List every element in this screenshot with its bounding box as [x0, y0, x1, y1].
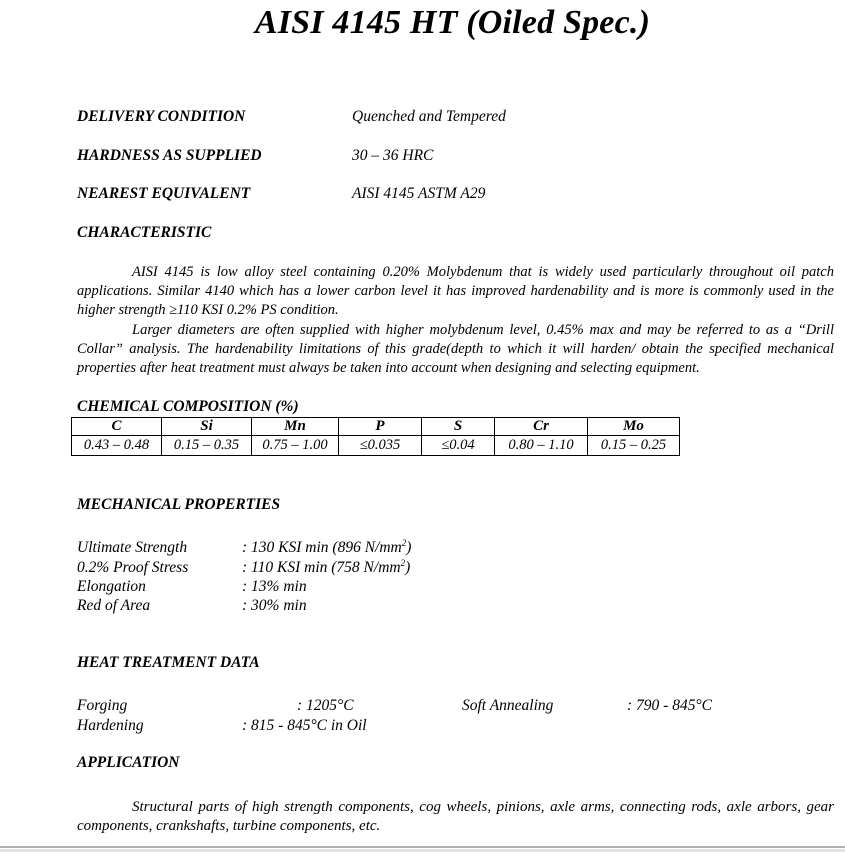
hardness-value: 30 – 36 HRC — [352, 147, 434, 164]
heat-treatment-heading: HEAT TREATMENT DATA — [77, 654, 260, 671]
nearest-equivalent-label: NEAREST EQUIVALENT — [77, 185, 251, 202]
value-si: 0.15 – 0.35 — [162, 436, 252, 456]
delivery-condition-value: Quenched and Tempered — [352, 108, 506, 125]
value-p: ≤0.035 — [339, 436, 422, 456]
ultimate-strength-label: Ultimate Strength — [77, 539, 188, 556]
hardening-label: Hardening — [77, 717, 144, 734]
hardening-value: : 815 - 845°C in Oil — [242, 717, 367, 734]
value-mo: 0.15 – 0.25 — [588, 436, 680, 456]
elongation-label: Elongation — [77, 578, 146, 595]
page-bottom-border — [0, 846, 845, 848]
characteristic-heading: CHARACTERISTIC — [77, 224, 212, 241]
value-cr: 0.80 – 1.10 — [495, 436, 588, 456]
characteristic-paragraph-1: AISI 4145 is low alloy steel containing 0.20% Molybdenum that is widely used particularly throughout oil patch applications. Similar 4140 which has a lower carbon level it has improved hardenability and is more is commonly used in the higher strength ≥110 KSI 0.2% PS condition. — [77, 264, 834, 319]
nearest-equivalent-value: AISI 4145 ASTM A29 — [352, 185, 486, 202]
characteristic-paragraph-2: Larger diameters are often supplied with higher molybdenum level, 0.45% max and may be referred to as a “Drill Collar” analysis. The hardenability limitations of this grade(depth to which it will harden/ obtain the specified mechanical properties after heat treatment must always be taken into account when designing and selecting equipment. — [77, 322, 834, 377]
element-c: C — [72, 418, 162, 436]
elongation-value: : 13% min — [242, 578, 307, 595]
soft-annealing-label: Soft Annealing — [462, 697, 554, 714]
table-header-row — [72, 418, 680, 436]
element-s: S — [422, 418, 495, 436]
proof-stress-value: : 110 KSI min (758 $N/mm^2$) — [242, 558, 411, 576]
delivery-condition-label: DELIVERY CONDITION — [77, 108, 246, 125]
soft-annealing-value: : 790 - 845°C — [627, 697, 712, 714]
element-mn: Mn — [252, 418, 339, 436]
red-of-area-value: : 30% min — [242, 597, 307, 614]
value-s: ≤0.04 — [422, 436, 495, 456]
mechanical-properties-heading: MECHANICAL PROPERTIES — [77, 496, 281, 513]
application-heading: APPLICATION — [77, 754, 180, 771]
red-of-area-label: Red of Area — [77, 597, 151, 614]
hardness-label: HARDNESS AS SUPPLIED — [77, 147, 262, 164]
value-c: 0.43 – 0.48 — [72, 436, 162, 456]
element-cr: Cr — [495, 418, 588, 436]
chemical-composition-table — [71, 417, 680, 456]
ultimate-strength-value: : 130 KSI min (896 $N/mm^2$) — [242, 538, 412, 556]
forging-value: : 1205°C — [297, 697, 354, 714]
table-row — [72, 436, 680, 456]
chemical-composition-heading: CHEMICAL COMPOSITION (%) — [77, 398, 299, 415]
element-si: Si — [162, 418, 252, 436]
application-paragraph: Structural parts of high strength components, cog wheels, pinions, axle arms, connecting rods, axle arbors, gear components, crankshafts, turbine components, etc. — [77, 799, 834, 835]
forging-label: Forging — [77, 697, 128, 714]
page-title: AISI 4145 HT (Oiled Spec.) — [254, 4, 651, 41]
element-mo: Mo — [588, 418, 680, 436]
value-mn: 0.75 – 1.00 — [252, 436, 339, 456]
element-p: P — [339, 418, 422, 436]
proof-stress-label: 0.2% Proof Stress — [77, 559, 189, 576]
